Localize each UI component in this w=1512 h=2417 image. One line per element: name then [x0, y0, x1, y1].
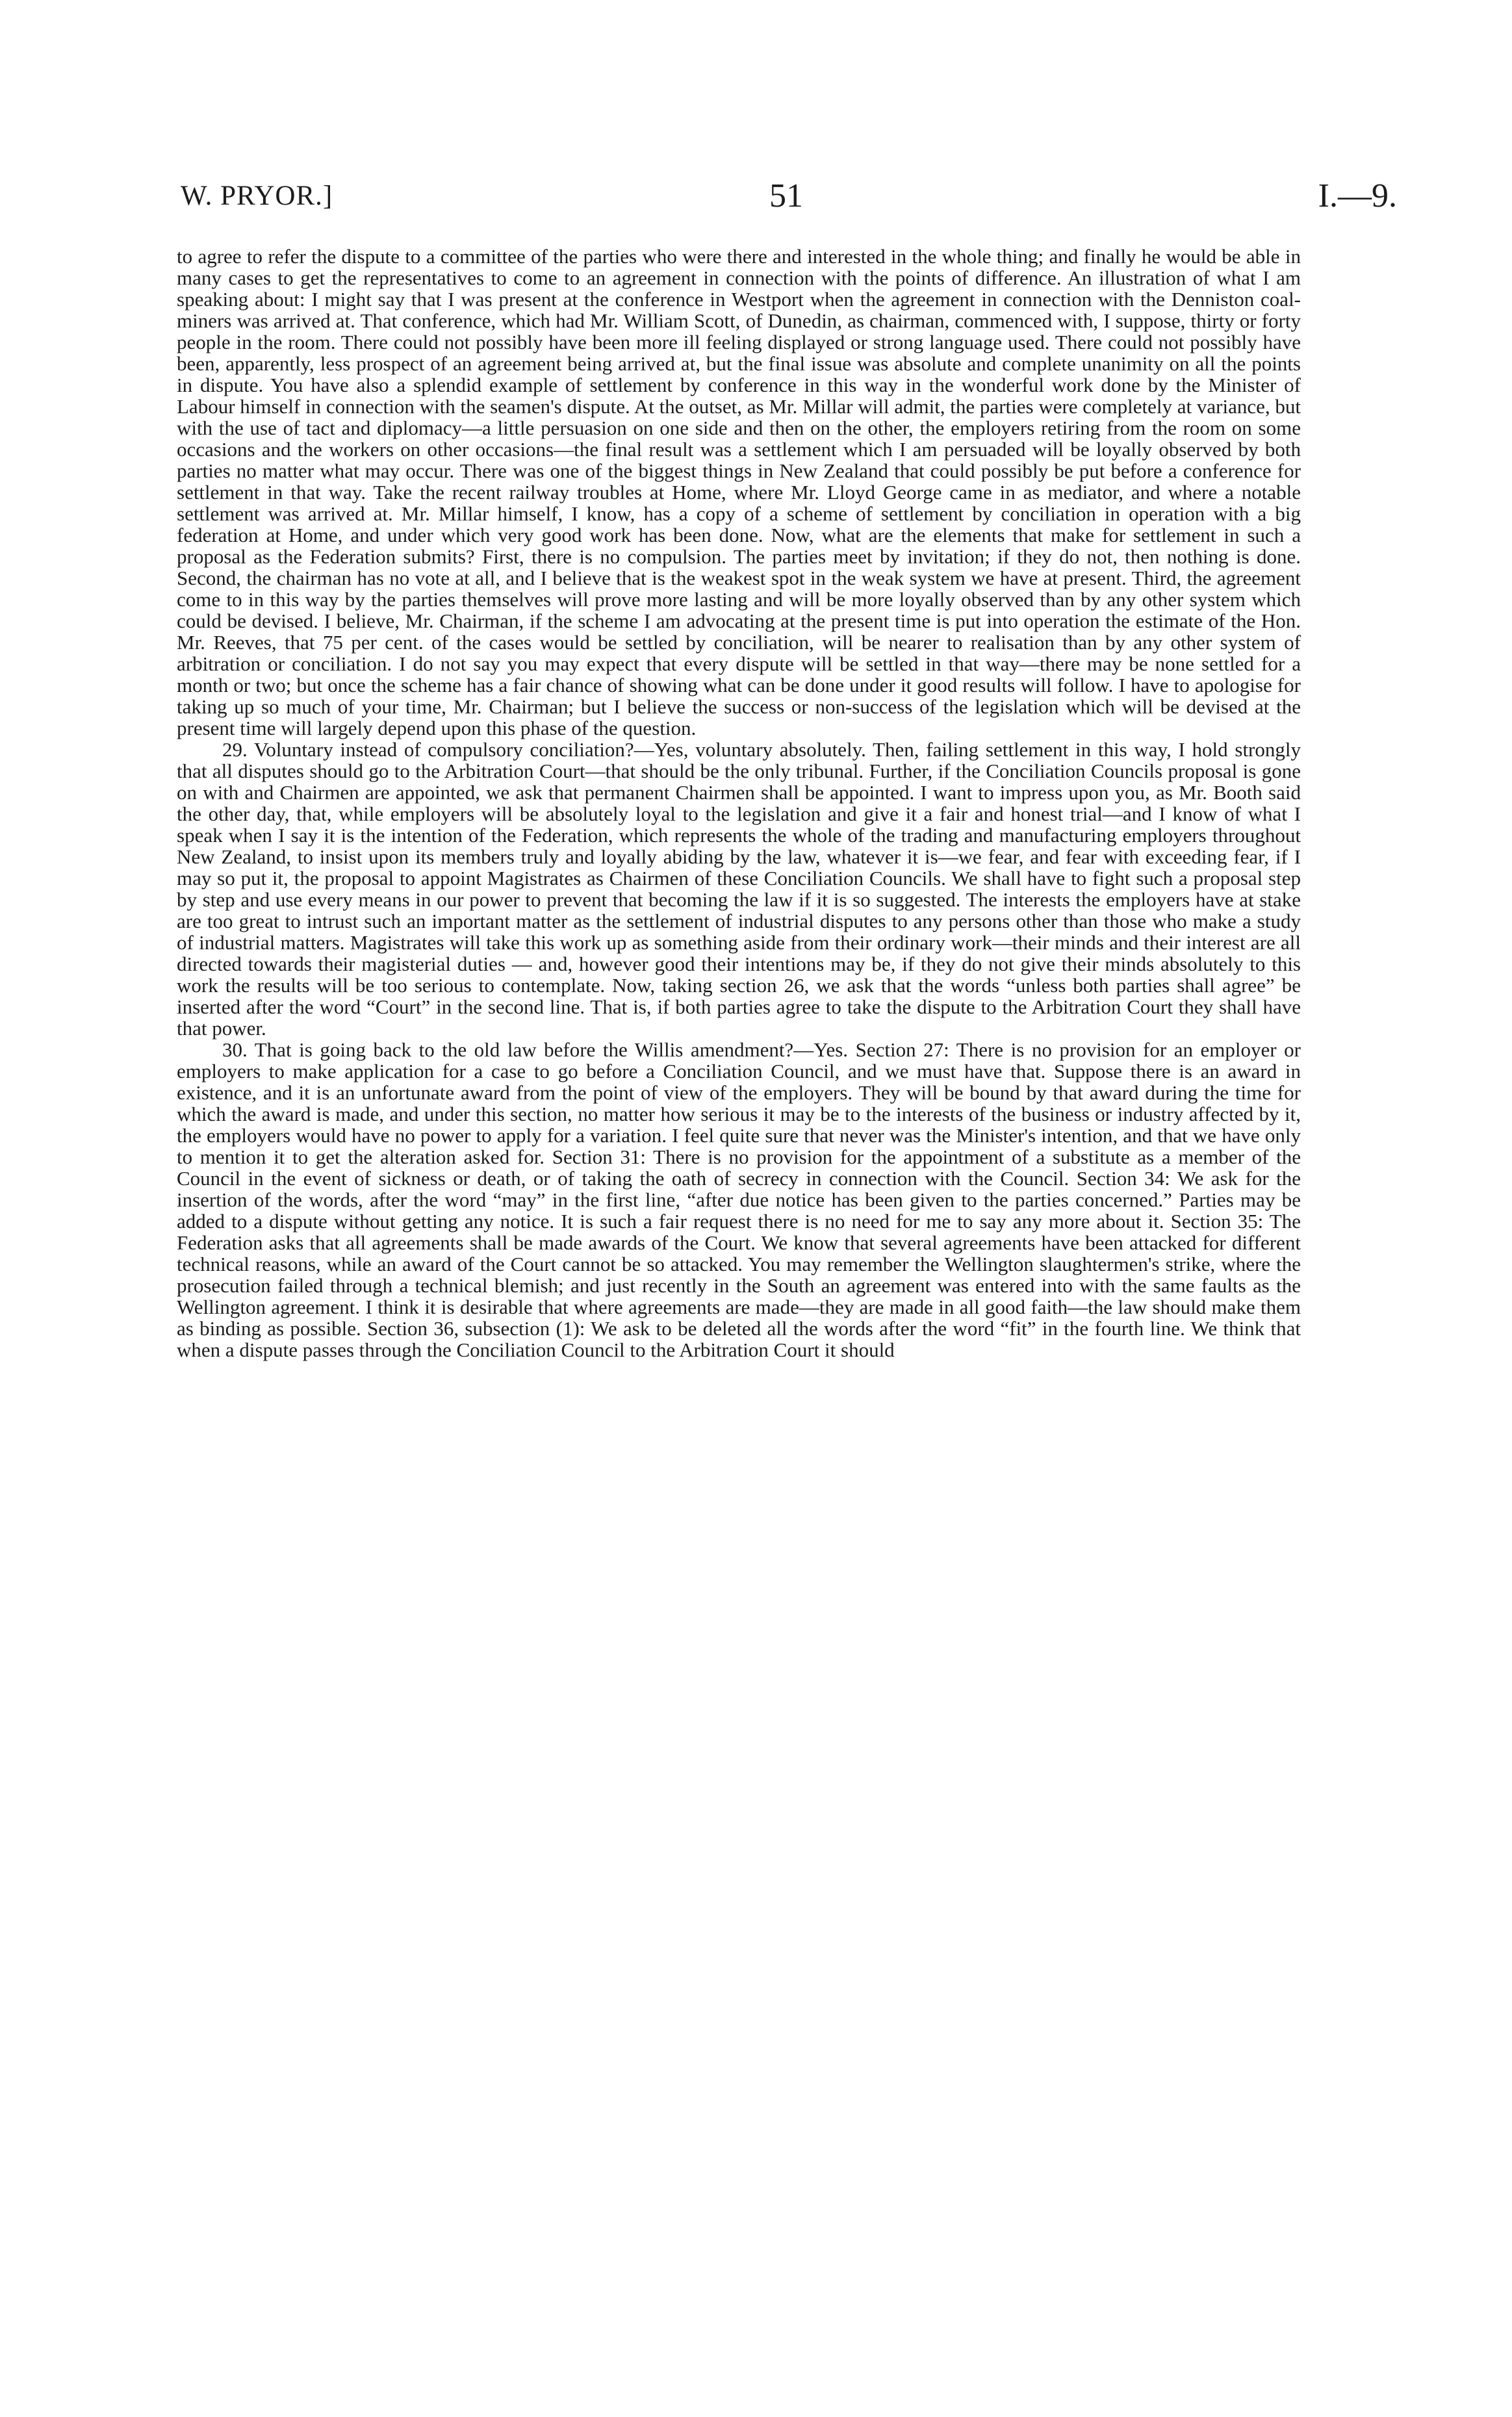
page-number: 51: [769, 177, 803, 214]
document-reference: I.—9.: [1318, 177, 1397, 214]
paragraph-continued: to agree to refer the dispute to a committee of the parties who were there and interested in the whole thing; and finally he would be able in many cases to get the representatives to come to an agreement in connection with the points of difference. An illustration of what I am speaking about: I might say that I was present at the conference in Westport when the agreement in connection with the Denniston coal-miners was arrived at. That conference, which had Mr. William Scott, of Dunedin, as chairman, commenced with, I suppose, thirty or forty people in the room. There could not possibly have been more ill feeling displayed or strong language used. There could not possibly have been, apparently, less prospect of an agreement being arrived at, but the final issue was absolute and complete unanimity on all the points in dispute. You have also a splendid example of settlement by conference in this way in the wonderful work done by the Minister of Labour himself in connection with the seamen's dispute. At the outset, as Mr. Millar will admit, the parties were completely at variance, but with the use of tact and diplomacy—a little persuasion on one side and then on the other, the employers retiring from the room on some occasions and the workers on other occasions—the final result was a settlement which I am persuaded will be loyally observed by both parties no matter what may occur. There was one of the biggest things in New Zealand that could possibly be put before a conference for settlement in that way. Take the recent railway troubles at Home, where Mr. Lloyd George came in as mediator, and where a notable settlement was arrived at. Mr. Millar himself, I know, has a copy of a scheme of settlement by conciliation in operation with a big federation at Home, and under which very good work has been done. Now, what are the elements that make for settlement in such a proposal as the Federation submits? First, there is no compulsion. The parties meet by invitation; if they do not, then nothing is done. Second, the chairman has no vote at all, and I believe that is the weakest spot in the weak system we have at present. Third, the agreement come to in this way by the parties themselves will prove more lasting and will be more loyally observed than by any other system which could be devised. I believe, Mr. Chairman, if the scheme I am advocating at the present time is put into operation the estimate of the Hon. Mr. Reeves, that 75 per cent. of the cases would be settled by conciliation, will be nearer to realisation than by any other system of arbitration or conciliation. I do not say you may expect that every dispute will be settled in that way—there may be none settled for a month or two; but once the scheme has a fair chance of showing what can be done under it good results will follow. I have to apologise for taking up so much of your time, Mr. Chairman; but I believe the success or non-success of the legislation which will be devised at the present time will largely depend upon this phase of the question.: [177, 245, 1301, 739]
paragraph-30: 30. That is going back to the old law before the Willis amendment?—Yes. Section 27: There is no provision for an employer or employers to make application for a case to go before a Conciliation Council, and we must have that. Suppose there is an award in existence, and it is an unfortunate award from the point of view of the employers. They will be bound by that award during the time for which the award is made, and under this section, no matter how serious it may be to the interests of the business or industry affected by it, the employers would have no power to apply for a variation. I feel quite sure that never was the Minister's intention, and that we have only to mention it to get the alteration asked for. Section 31: There is no provision for the appointment of a substitute as a member of the Council in the event of sickness or death, or of taking the oath of secrecy in connection with the Council. Section 34: We ask for the insertion of the words, after the word “may” in the first line, “after due notice has been given to the parties concerned.” Parties may be added to a dispute without getting any notice. It is such a fair request there is no need for me to say any more about it. Section 35: The Federation asks that all agreements shall be made awards of the Court. We know that several agreements have been attacked for different technical reasons, while an award of the Court cannot be so attacked. You may remember the Wellington slaughtermen's strike, where the prosecution failed through a technical blemish; and just recently in the South an agreement was entered into with the same faults as the Wellington agreement. I think it is desirable that where agreements are made—they are made in all good faith—the law should make them as binding as possible. Section 36, subsection (1): We ask to be deleted all the words after the word “fit” in the fourth line. We think that when a dispute passes through the Conciliation Council to the Arbitration Court it should: [177, 1038, 1301, 1361]
page-header: [175, 177, 1397, 216]
witness-name: W. PRYOR.]: [181, 181, 333, 211]
paragraph-29: 29. Voluntary instead of compulsory conciliation?—Yes, voluntary absolutely. Then, failing settlement in this way, I hold strongly that all disputes should go to the Arbitration Court—that should be the only tribunal. Further, if the Conciliation Councils proposal is gone on with and Chairmen are appointed, we ask that permanent Chairmen shall be appointed. I want to impress upon you, as Mr. Booth said the other day, that, while employers will be absolutely loyal to the legislation and give it a fair and honest trial—and I know of what I speak when I say it is the intention of the Federation, which represents the whole of the trading and manufacturing employers throughout New Zealand, to insist upon its members truly and loyally abiding by the law, whatever it is—we fear, and fear with exceeding fear, if I may so put it, the proposal to appoint Magistrates as Chairmen of these Conciliation Councils. We shall have to fight such a proposal step by step and use every means in our power to prevent that becoming the law if it is so suggested. The interests the employers have at stake are too great to intrust such an important matter as the settlement of industrial disputes to any persons other than those who make a study of industrial matters. Magistrates will take this work up as something aside from their ordinary work—their minds and their interest are all directed towards their magisterial duties — and, however good their intentions may be, if they do not give their minds absolutely to this work the results will be too serious to contemplate. Now, taking section 26, we ask that the words “unless both parties shall agree” be inserted after the word “Court” in the second line. That is, if both parties agree to take the dispute to the Arbitration Court they shall have that power.: [177, 738, 1301, 1040]
body-text: [177, 246, 1301, 1361]
